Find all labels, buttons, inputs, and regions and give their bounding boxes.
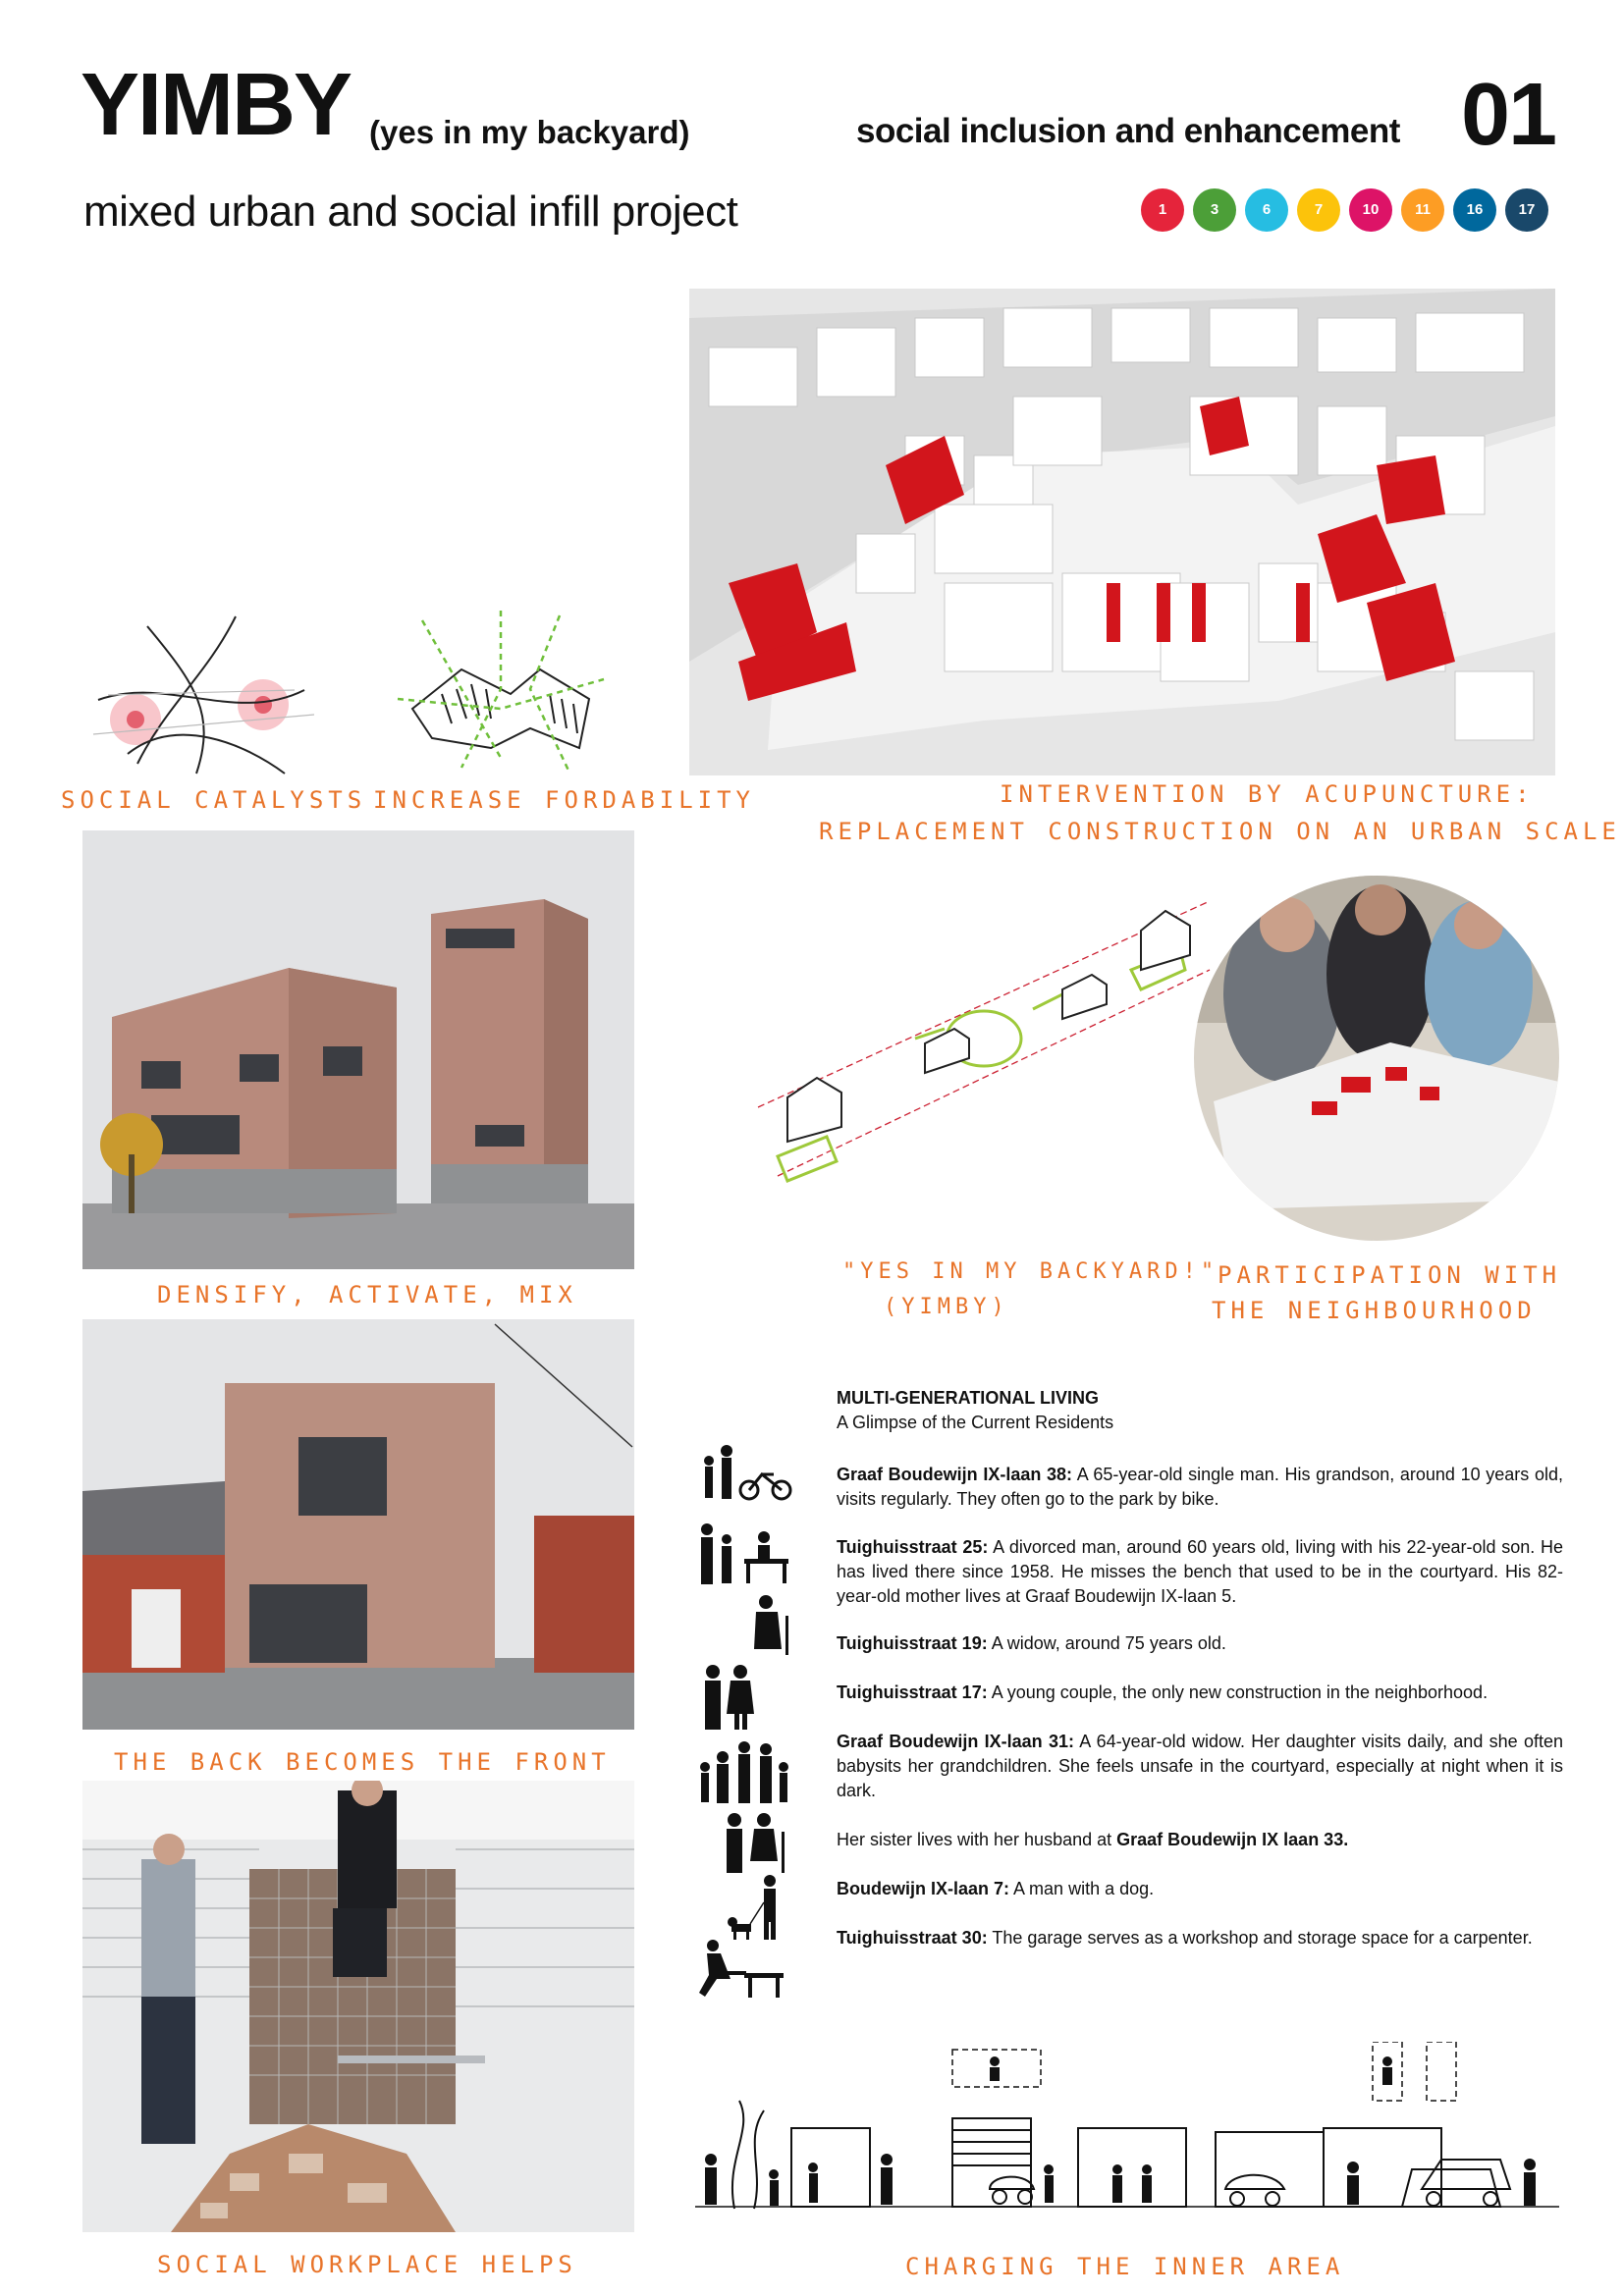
participation-photo: [1194, 876, 1559, 1241]
pictogram-man-bench-icon: [695, 1520, 793, 1588]
sdg-icon: 17: [1505, 188, 1548, 232]
caption-social-workplace: SOCIAL WORKPLACE HELPS: [157, 2251, 577, 2278]
building-corner-photo: [82, 830, 634, 1269]
resident-entry: Tuighuisstraat 19: A widow, around 75 years old.: [837, 1633, 1226, 1653]
caption-participation-line1: PARTICIPATION WITH: [1218, 1261, 1562, 1289]
pictogram-grandfather-bike-icon: [695, 1443, 793, 1502]
pictogram-elderly-couple-icon: [717, 1812, 785, 1875]
resident-entry: Tuighuisstraat 30: The garage serves as a workshop and storage space for a carpenter.: [837, 1928, 1533, 1948]
sdg-icon: 1: [1141, 188, 1184, 232]
urban-model-photo: [689, 289, 1555, 775]
social-workplace-photo: [82, 1781, 634, 2232]
pictogram-family-icon: [695, 1737, 793, 1806]
pictogram-widow-cane-icon: [746, 1594, 795, 1657]
caption-social-catalysts: SOCIAL CATALYSTS: [61, 786, 367, 814]
page-subtitle: mixed urban and social infill project: [83, 187, 738, 236]
sdg-icon: 11: [1401, 188, 1444, 232]
panel-number: 01: [1461, 66, 1556, 164]
residents-subheading: A Glimpse of the Current Residents: [837, 1412, 1114, 1432]
resident-entry: Tuighuisstraat 17: A young couple, the only new construction in the neighborhood.: [837, 1682, 1489, 1702]
caption-yimby-line1: "YES IN MY BACKYARD!": [842, 1259, 1219, 1284]
pictogram-couple-icon: [695, 1663, 764, 1732]
page-title-parenthetical: (yes in my backyard): [369, 114, 690, 150]
caption-densify: DENSIFY, ACTIVATE, MIX: [157, 1281, 577, 1308]
inner-area-sketch: [695, 2042, 1559, 2223]
resident-entry: Tuighuisstraat 25: A divorced man, around 60 years old, living with his 22-year-old son. He has lived there since 1958. He misses the bench that used to be in the courtyard. His 82-year-old mother lives at Graaf Boudewijn IX-laan 5.: [837, 1537, 1564, 1606]
resident-entry: Graaf Boudewijn IX-laan 31: A 64-year-old widow. Her daughter visits daily, and she often babysits her grandchildren. She feels unsafe in the courtyard, especially at night when it is dark.: [837, 1732, 1563, 1800]
social-catalysts-sketch: [88, 597, 314, 783]
resident-entry: Boudewijn IX-laan 7: A man with a dog.: [837, 1879, 1155, 1898]
pictogram-carpenter-icon: [695, 1936, 793, 1999]
sdg-icon: 7: [1297, 188, 1340, 232]
resident-entry: Her sister lives with her husband at Graaf Boudewijn IX laan 33.: [837, 1830, 1349, 1849]
back-facade-photo: [82, 1319, 634, 1730]
sdg-icon: 6: [1245, 188, 1288, 232]
caption-acupuncture-line1: INTERVENTION BY ACUPUNCTURE:: [1000, 780, 1535, 808]
page-title: YIMBY: [81, 56, 352, 154]
caption-yimby-line2: (YIMBY): [884, 1295, 1009, 1319]
sdg-icon: 16: [1453, 188, 1496, 232]
sdg-icon: 3: [1193, 188, 1236, 232]
sdg-icon: 10: [1349, 188, 1392, 232]
sdg-icon-row: [1141, 188, 1553, 232]
caption-increase-fordability: INCREASE FORDABILITY: [373, 786, 755, 814]
resident-entry: Graaf Boudewijn IX-laan 38: A 65-year-old single man. His grandson, around 10 years old, visits regularly. They often go to the park by bike.: [837, 1465, 1563, 1509]
caption-acupuncture-line2: REPLACEMENT CONSTRUCTION ON AN URBAN SCALE: [819, 818, 1621, 845]
theme-heading: social inclusion and enhancement: [856, 112, 1400, 150]
caption-participation-line2: THE NEIGHBOURHOOD: [1212, 1297, 1537, 1324]
fordability-sketch: [393, 601, 609, 787]
residents-heading: MULTI-GENERATIONAL LIVING: [837, 1388, 1099, 1408]
caption-back-becomes-front: THE BACK BECOMES THE FRONT: [114, 1748, 611, 1776]
yimby-axonometric-sketch: [748, 881, 1219, 1205]
residents-text: [837, 1386, 1564, 1948]
caption-charging-inner-area: CHARGING THE INNER AREA: [905, 2253, 1345, 2280]
pictogram-man-dog-icon: [727, 1873, 795, 1942]
